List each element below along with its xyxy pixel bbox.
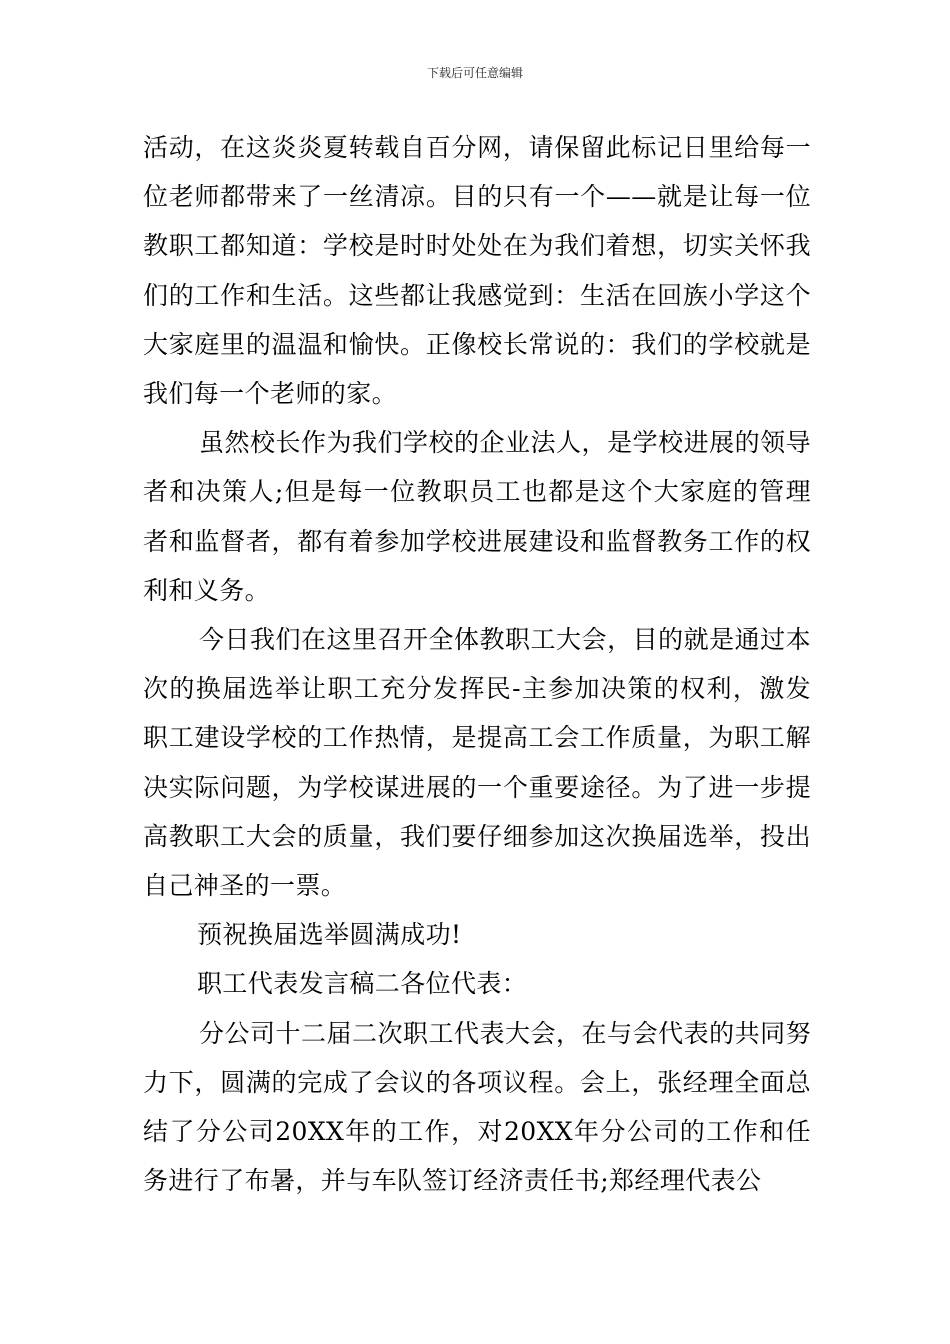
paragraph-1: 活动，在这炎炎夏转载自百分网，请保留此标记日里给每一位老师都带来了一丝清凉。目的只有一个——就是让每一位教职工都知道：学校是时时处处在为我们着想，切实关怀我们的工作和生活。这些都让我感觉到：生活在回族小学这个大家庭里的温温和愉快。正像校长常说的：我们的学校就是我们每一个老师的家。 (143, 133, 811, 409)
paragraph-4: 预祝换届选举圆满成功! (197, 920, 462, 950)
paragraph-2: 虽然校长作为我们学校的企业法人，是学校进展的领导者和决策人;但是每一位教职员工也都是这个大家庭的管理者和监督者，都有着参加学校进展建设和监督教务工作的权利和义务。 (143, 428, 811, 605)
document-body (143, 123, 811, 1205)
paragraph-5: 职工代表发言稿二各位代表： (197, 969, 528, 999)
page-header: 下载后可任意编辑 (426, 66, 523, 80)
paragraph-3: 今日我们在这里召开全体教职工大会，目的就是通过本次的换届选举让职工充分发挥民-主参加决策的权利，激发职工建设学校的工作热情，是提高工会工作质量，为职工解决实际问题，为学校谋进展的一个重要途径。为了进一步提高教职工大会的质量，我们要仔细参加这次换届选举，投出自己神圣的一票。 (143, 625, 811, 901)
paragraph-6: 分公司十二届二次职工代表大会，在与会代表的共同努力下，圆满的完成了会议的各项议程。会上，张经理全面总结了分公司20XX年的工作，对20XX年分公司的工作和任务进行了布暑，并与车队签订经济责任书;郑经理代表公 (143, 1018, 811, 1196)
